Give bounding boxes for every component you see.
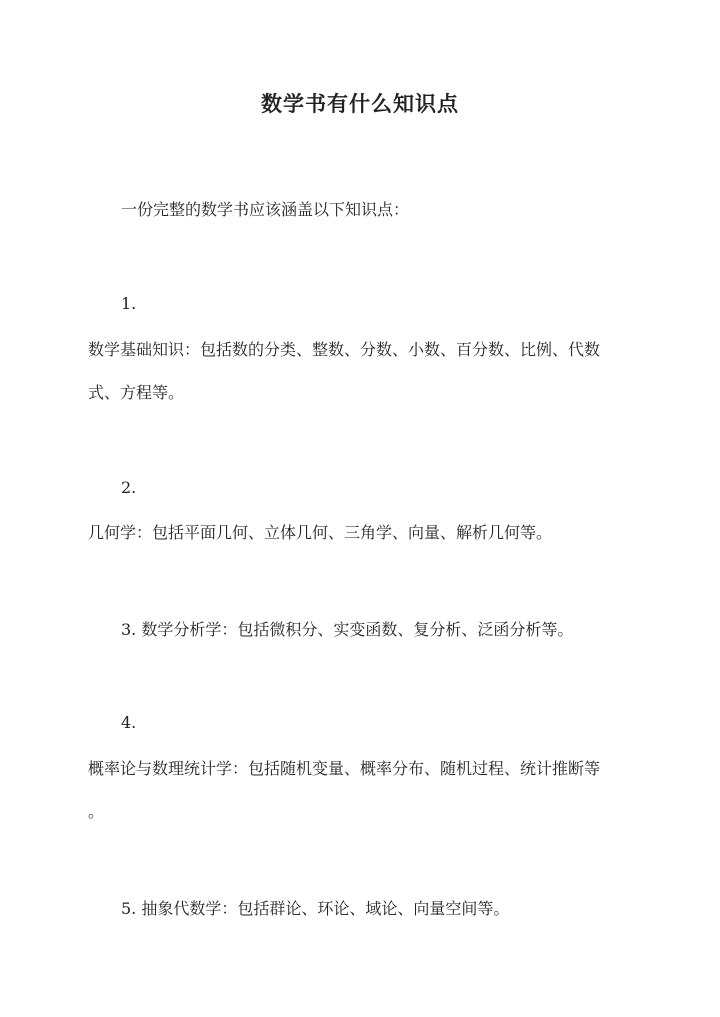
document-title: 数学书有什么知识点 (261, 91, 459, 116)
item-4-line-2: 。 (88, 802, 105, 821)
item-4-line-1: 概率论与数理统计学：包括随机变量、概率分布、随机过程、统计推断等 (88, 759, 601, 778)
item-1-line-1: 数学基础知识：包括数的分类、整数、分数、小数、百分数、比例、代数 (88, 340, 601, 359)
item-1-line-2: 式、方程等。 (88, 383, 185, 402)
intro-paragraph: 一份完整的数学书应该涵盖以下知识点： (121, 200, 410, 219)
item-1-number: 1. (121, 294, 137, 313)
item-2-number: 2. (121, 478, 137, 497)
item-2-line-1: 几何学：包括平面几何、立体几何、三角学、向量、解析几何等。 (88, 523, 553, 542)
item-5-text: 5. 抽象代数学：包括群论、环论、域论、向量空间等。 (121, 899, 510, 918)
item-3-text: 3. 数学分析学：包括微积分、实变函数、复分析、泛函分析等。 (121, 620, 574, 639)
item-4-number: 4. (121, 713, 137, 732)
